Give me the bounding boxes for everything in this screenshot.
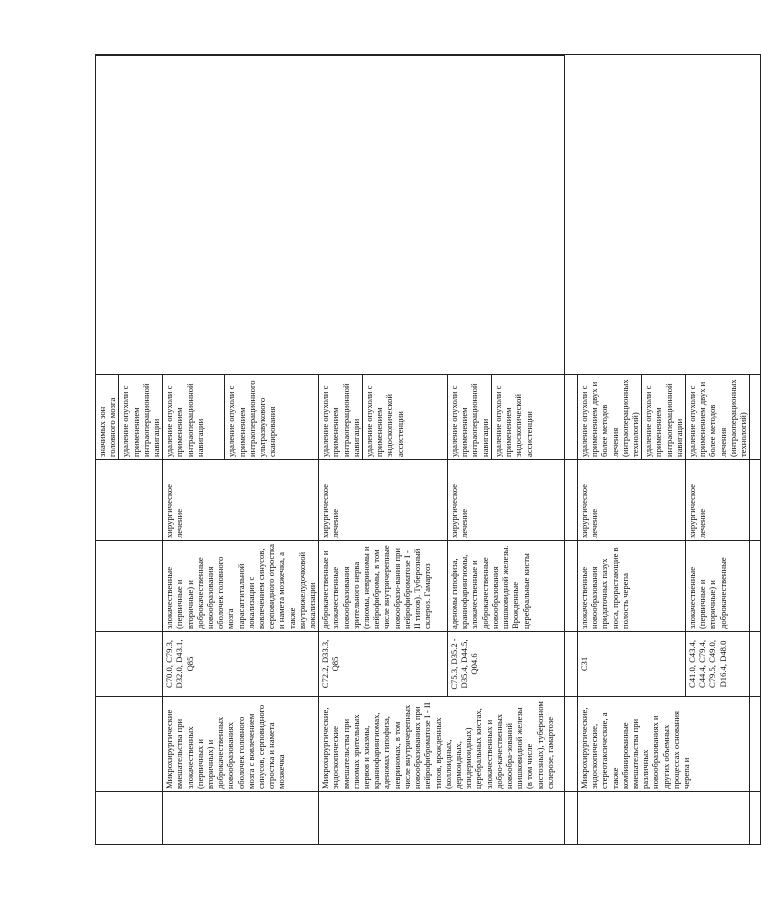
right-empty-cell <box>96 55 761 375</box>
icd-codes-cell: C70.0, C79.3, D32.0, D43.1, Q85 <box>163 632 319 697</box>
empty-cell <box>750 460 761 541</box>
method-cell: удаление опухоли с применением интраоперационной навигации <box>163 375 225 460</box>
service-name-cell: Микрохирургические вмешательства при злокачественных (первичных и вторичных) и доброкачественных новообразованиях оболочек головного мозга с вовлечением синусов, серповидного отростка и намета мозжечка <box>163 697 319 792</box>
service-name-cell: Микрохирургические, эндоскопические вмешательства при глиомах зрительных нервов и хиазмы, краниофарингиомах, аденомах гипофиза, невриномах, в том числе внутричерепных новообразованиях при нейрофиброматозе I - II типов, врожденных (коллоидных, дермоидных, эпидермоидных) церебральных кистах, злокачественных и добро-качественных новообра-зований шишковидной железы (в том числе кистозных), туберозном склерозе, гамартозе <box>319 697 578 792</box>
method-cell: удаление опухоли с применением двух и более методов лечения (интраоперационных технологий) <box>685 375 749 460</box>
treatment-type-cell <box>96 460 163 541</box>
left-margin-cell <box>319 792 578 845</box>
icd-codes-cell: C31 <box>577 632 685 697</box>
service-name-cell <box>96 697 163 792</box>
service-name-cell: Микрохирургические, эндоскопические, стереотаксические, а также комбинированные вмешательства при различных новообразованиях и других объемных процессах основания черепа и <box>577 697 749 792</box>
method-cell: удаление опухоли с применением интраоперационной навигации <box>642 375 686 460</box>
treatment-type-cell: хирургическое лечение <box>577 460 685 541</box>
method-cell: удаление опухоли с применением интраоперационного ультразвукового сканирования <box>225 375 319 460</box>
patient-model-cell: аденомы гипофиза, краниофарингиомы, злокачественные и доброкачественные новообразования шишковидной железы. Врожденные церебральные кисты <box>448 541 578 632</box>
empty-cell <box>750 632 761 697</box>
left-margin-cell <box>163 792 319 845</box>
page-frame <box>95 55 748 845</box>
medical-services-table <box>95 54 761 845</box>
treatment-type-cell: хирургическое лечение <box>685 460 749 541</box>
left-margin-cell <box>96 792 163 845</box>
icd-codes-cell <box>96 632 163 697</box>
treatment-type-cell: хирургическое лечение <box>319 460 448 541</box>
patient-model-cell: злокачественные (первичные и вторичные) и доброкачественные <box>685 541 749 632</box>
method-cell: удаление опухоли с применением эндоскопической ассистенции <box>491 375 577 460</box>
icd-codes-cell: C75.3, D35.2 - D35.4, D44.5, Q04.6 <box>448 632 578 697</box>
patient-model-cell: злокачественные новообразования придаточных пазух носа, прорастающие в полость черепа <box>577 541 685 632</box>
empty-cell <box>750 792 761 845</box>
patient-model-cell: доброкачественные и злокачественные новообразования зрительного нерва (глиомы, невриномы и нейрофибромы, в том числе внутричерепные новообразо-вания при нейрофиброматозе I - II типов). Туберозный склероз. Гамартоз <box>319 541 448 632</box>
patient-model-cell <box>96 541 163 632</box>
patient-model-cell: злокачественные (первичные и вторичные) и доброкачественные новообразования оболочек головного мозга парасаггитальной локализации с вовлечением синусов, серповидного отростка и намета мозжечка, а также внутрижелудочковой локализации <box>163 541 319 632</box>
empty-cell <box>750 375 761 460</box>
empty-cell <box>750 697 761 792</box>
method-cell: удаление опухоли с применением интраоперационной навигации <box>119 375 163 460</box>
treatment-type-cell: хирургическое лечение <box>448 460 578 541</box>
method-cell: значимых зон головного мозга <box>96 375 119 460</box>
method-cell: удаление опухоли с применением интраоперационной навигации <box>319 375 363 460</box>
method-cell: удаление опухоли с применением интраоперационной навигации <box>448 375 492 460</box>
treatment-type-cell: хирургическое лечение <box>163 460 319 541</box>
icd-codes-cell: C41.0, C43.4, C44.4, C79.4, C79.5, C49.0, D16.4, D48.0 <box>685 632 749 697</box>
empty-cell <box>750 541 761 632</box>
icd-codes-cell: C72.2, D33.3, Q85 <box>319 632 448 697</box>
table-row <box>96 55 119 845</box>
method-cell: удаление опухоли с применением эндоскопической ассистенции <box>363 375 448 460</box>
method-cell: удаление опухоли с применением двух и более методов лечения (интраоперационных технологий) <box>577 375 641 460</box>
rotated-page <box>95 55 748 845</box>
left-margin-cell <box>577 792 749 845</box>
